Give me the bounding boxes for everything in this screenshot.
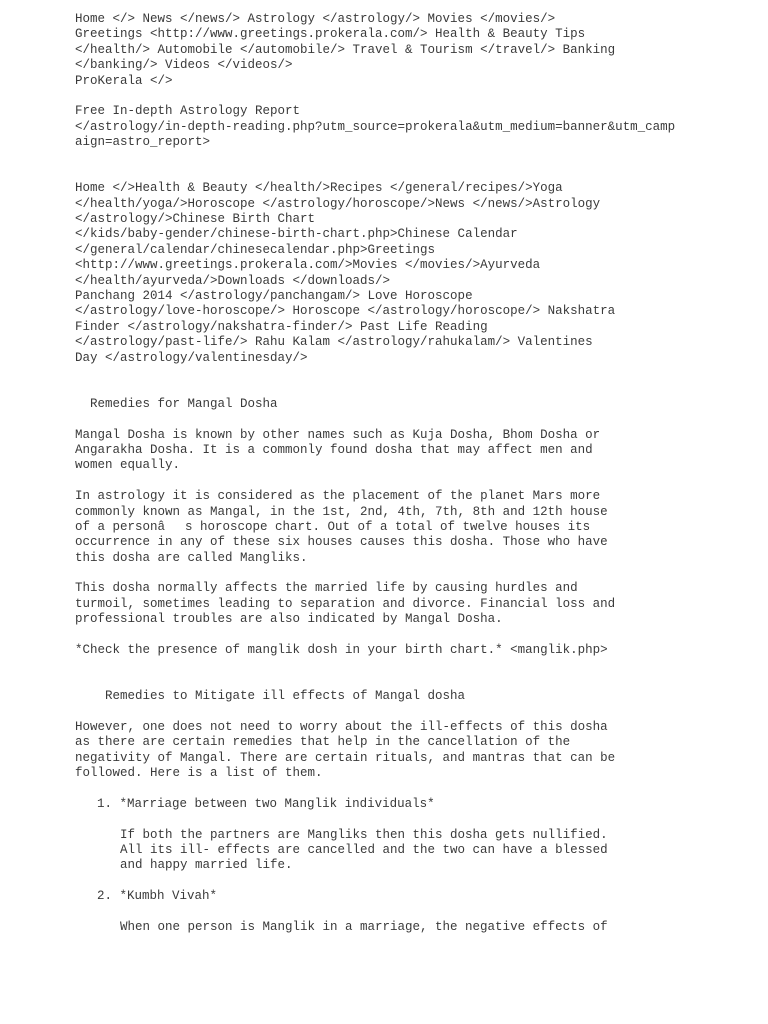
article-paragraph <box>75 489 715 566</box>
category-nav-line[interactable]: </astrology/love-horoscope/> Horoscope </astrology/horoscope/> Nakshatra <box>75 304 616 319</box>
paragraph-line: commonly known as Mangal, in the 1st, 2nd, 4th, 7th, 8th and 12th house <box>75 504 608 519</box>
category-nav-line[interactable]: <http://www.greetings.prokerala.com/>Movies </movies/>Ayurveda <box>75 258 541 273</box>
article-paragraph <box>75 581 715 627</box>
paragraph-line: as there are certain remedies that help in the cancellation of the <box>75 735 571 750</box>
top-nav-line[interactable]: </health/> Automobile </automobile/> Travel & Tourism </travel/> Banking <box>75 42 616 57</box>
category-nav <box>75 181 715 366</box>
list-item-number: 2. <box>97 889 113 904</box>
list-item-body: and happy married life. <box>120 858 293 873</box>
article-title: Remedies for Mangal Dosha <box>90 396 278 411</box>
top-nav-line[interactable]: Greetings <http://www.greetings.prokerala.com/> Health & Beauty Tips <box>75 27 586 42</box>
list-item-title: *Kumbh Vivah* <box>119 889 218 904</box>
manglik-check-link[interactable]: *Check the presence of manglik dosh in your birth chart.* <manglik.php> <box>75 643 608 658</box>
category-nav-line[interactable]: Home </>Health & Beauty </health/>Recipes </general/recipes/>Yoga <box>75 181 563 196</box>
paragraph-line: of a personâs horoscope chart. Out of a total of twelve houses its <box>75 519 591 534</box>
list-item-number: 1. <box>97 796 113 811</box>
list-item-body: If both the partners are Mangliks then this dosha gets nullified. <box>120 827 608 842</box>
list-item <box>75 797 715 874</box>
paragraph-line: However, one does not need to worry about the ill-effects of this dosha <box>75 719 608 734</box>
article-paragraph <box>75 428 715 474</box>
site-name-link[interactable]: ProKerala </> <box>75 73 173 88</box>
banner-line[interactable]: aign=astro_report> <box>75 135 211 150</box>
category-nav-line[interactable]: </kids/baby-gender/chinese-birth-chart.php>Chinese Calendar <box>75 227 518 242</box>
paragraph-line: this dosha are called Mangliks. <box>75 550 308 565</box>
paragraph-line: occurrence in any of these six houses causes this dosha. Those who have <box>75 535 608 550</box>
list-item-body: When one person is Manglik in a marriage, the negative effects of <box>120 920 608 935</box>
top-nav <box>75 12 715 89</box>
category-nav-line[interactable]: </health/ayurveda/>Downloads </downloads/> <box>75 273 391 288</box>
category-nav-line[interactable]: </general/calendar/chinesecalendar.php>Greetings <box>75 242 436 257</box>
list-item <box>75 889 715 935</box>
paragraph-line: followed. Here is a list of them. <box>75 766 323 781</box>
paragraph-line: negativity of Mangal. There are certain rituals, and mantras that can be <box>75 750 616 765</box>
category-nav-line[interactable]: </health/yoga/>Horoscope </astrology/horoscope/>News </news/>Astrology <box>75 196 601 211</box>
category-nav-line[interactable]: </astrology/>Chinese Birth Chart <box>75 212 316 227</box>
paragraph-line: Mangal Dosha is known by other names such as Kuja Dosha, Bhom Dosha or <box>75 427 601 442</box>
list-item-body: All its ill- effects are cancelled and the two can have a blessed <box>120 843 608 858</box>
top-nav-line[interactable]: </banking/> Videos </videos/> <box>75 58 293 73</box>
remedy-list <box>75 797 715 936</box>
list-item-title: *Marriage between two Manglik individuals* <box>119 796 435 811</box>
astrology-report-banner[interactable] <box>75 104 715 150</box>
category-nav-line[interactable]: Day </astrology/valentinesday/> <box>75 350 308 365</box>
category-nav-line[interactable]: Panchang 2014 </astrology/panchangam/> Love Horoscope <box>75 289 473 304</box>
paragraph-line: In astrology it is considered as the placement of the planet Mars more <box>75 489 601 504</box>
category-nav-line[interactable]: Finder </astrology/nakshatra-finder/> Past Life Reading <box>75 319 488 334</box>
paragraph-line: professional troubles are also indicated by Mangal Dosha. <box>75 612 503 627</box>
remedies-subtitle: Remedies to Mitigate ill effects of Mangal dosha <box>105 689 466 704</box>
paragraph-line: Angarakha Dosha. It is a commonly found dosha that may affect men and <box>75 442 593 457</box>
paragraph-line: women equally. <box>75 458 181 473</box>
page-content <box>75 12 715 935</box>
paragraph-line: turmoil, sometimes leading to separation and divorce. Financial loss and <box>75 596 616 611</box>
top-nav-line[interactable]: Home </> News </news/> Astrology </astrology/> Movies </movies/> <box>75 12 556 26</box>
paragraph-line: This dosha normally affects the married life by causing hurdles and <box>75 581 578 596</box>
banner-line[interactable]: Free In-depth Astrology Report <box>75 104 301 119</box>
banner-line[interactable]: </astrology/in-depth-reading.php?utm_source=prokerala&utm_medium=banner&utm_camp <box>75 119 676 134</box>
category-nav-line[interactable]: </astrology/past-life/> Rahu Kalam </astrology/rahukalam/> Valentines <box>75 335 593 350</box>
article-paragraph <box>75 720 715 782</box>
